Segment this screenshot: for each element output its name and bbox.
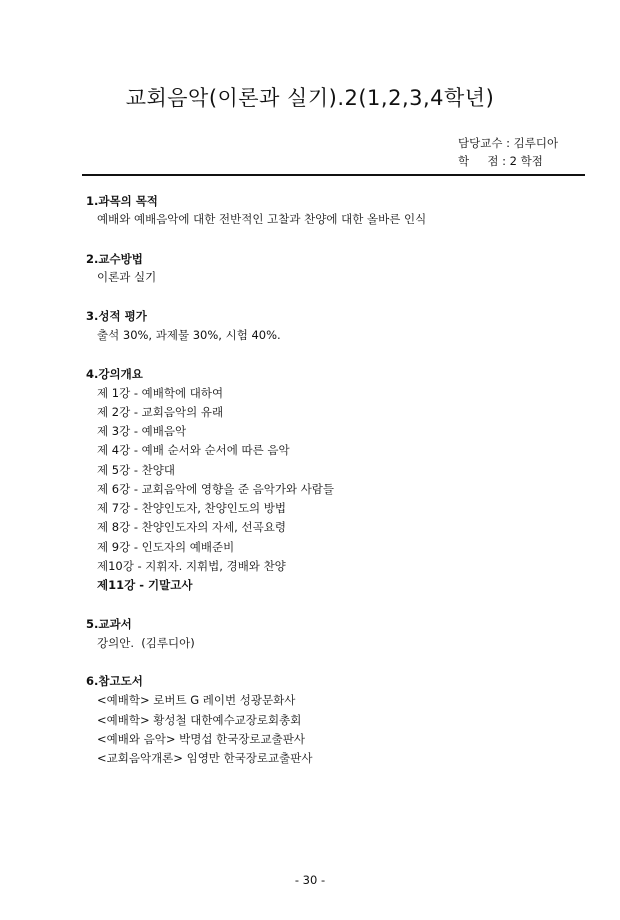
section-heading-outline: 4.강의개요 [86, 367, 143, 381]
credits-info: 학 점 : 2 학점 [458, 154, 543, 168]
outline-item: 제 8강 - 찬양인도자의 자세, 선곡요령 [97, 520, 286, 534]
section-heading-grading: 3.성적 평가 [86, 309, 147, 323]
reference-item: <예배학> 황성철 대한예수교장로회총회 [97, 713, 302, 727]
outline-item: 제10강 - 지휘자. 지휘법, 경배와 찬양 [97, 559, 286, 573]
method-text: 이론과 실기 [97, 270, 157, 284]
section-heading-purpose: 1.과목의 목적 [86, 194, 158, 208]
reference-item: <교회음악개론> 임영만 한국장로교출판사 [97, 751, 313, 765]
outline-item: 제 4강 - 예배 순서와 순서에 따른 음악 [97, 443, 290, 457]
section-heading-method: 2.교수방법 [86, 252, 143, 266]
outline-item: 제 5강 - 찬양대 [97, 463, 175, 477]
outline-item: 제 7강 - 찬양인도자, 찬양인도의 방법 [97, 501, 286, 515]
grading-text: 출석 30%, 과제물 30%, 시험 40%. [97, 328, 281, 342]
section-heading-textbook: 5.교과서 [86, 617, 132, 631]
page-number: - 30 - [294, 873, 326, 887]
textbook-text: 강의안. (김루디아) [97, 636, 195, 650]
outline-item: 제 2강 - 교회음악의 유래 [97, 405, 224, 419]
outline-item-final-exam: 제11강 - 기말고사 [97, 578, 193, 592]
section-heading-references: 6.참고도서 [86, 674, 143, 688]
header-divider [82, 174, 585, 176]
outline-item: 제 1강 - 예배학에 대하여 [97, 386, 224, 400]
professor-info: 담당교수 : 김루디아 [458, 136, 559, 150]
outline-item: 제 9강 - 인도자의 예배준비 [97, 540, 235, 554]
reference-item: <예배학> 로버트 G 레이번 성광문화사 [97, 693, 296, 707]
outline-item: 제 6강 - 교회음악에 영향을 준 음악가와 사람들 [97, 482, 335, 496]
document-title: 교회음악(이론과 실기).2(1,2,3,4학년) [125, 86, 495, 110]
reference-item: <예배와 음악> 박명섭 한국장로교출판사 [97, 732, 305, 746]
purpose-text: 예배와 예배음악에 대한 전반적인 고찰과 찬양에 대한 올바른 인식 [97, 212, 427, 226]
outline-item: 제 3강 - 예배음악 [97, 424, 187, 438]
